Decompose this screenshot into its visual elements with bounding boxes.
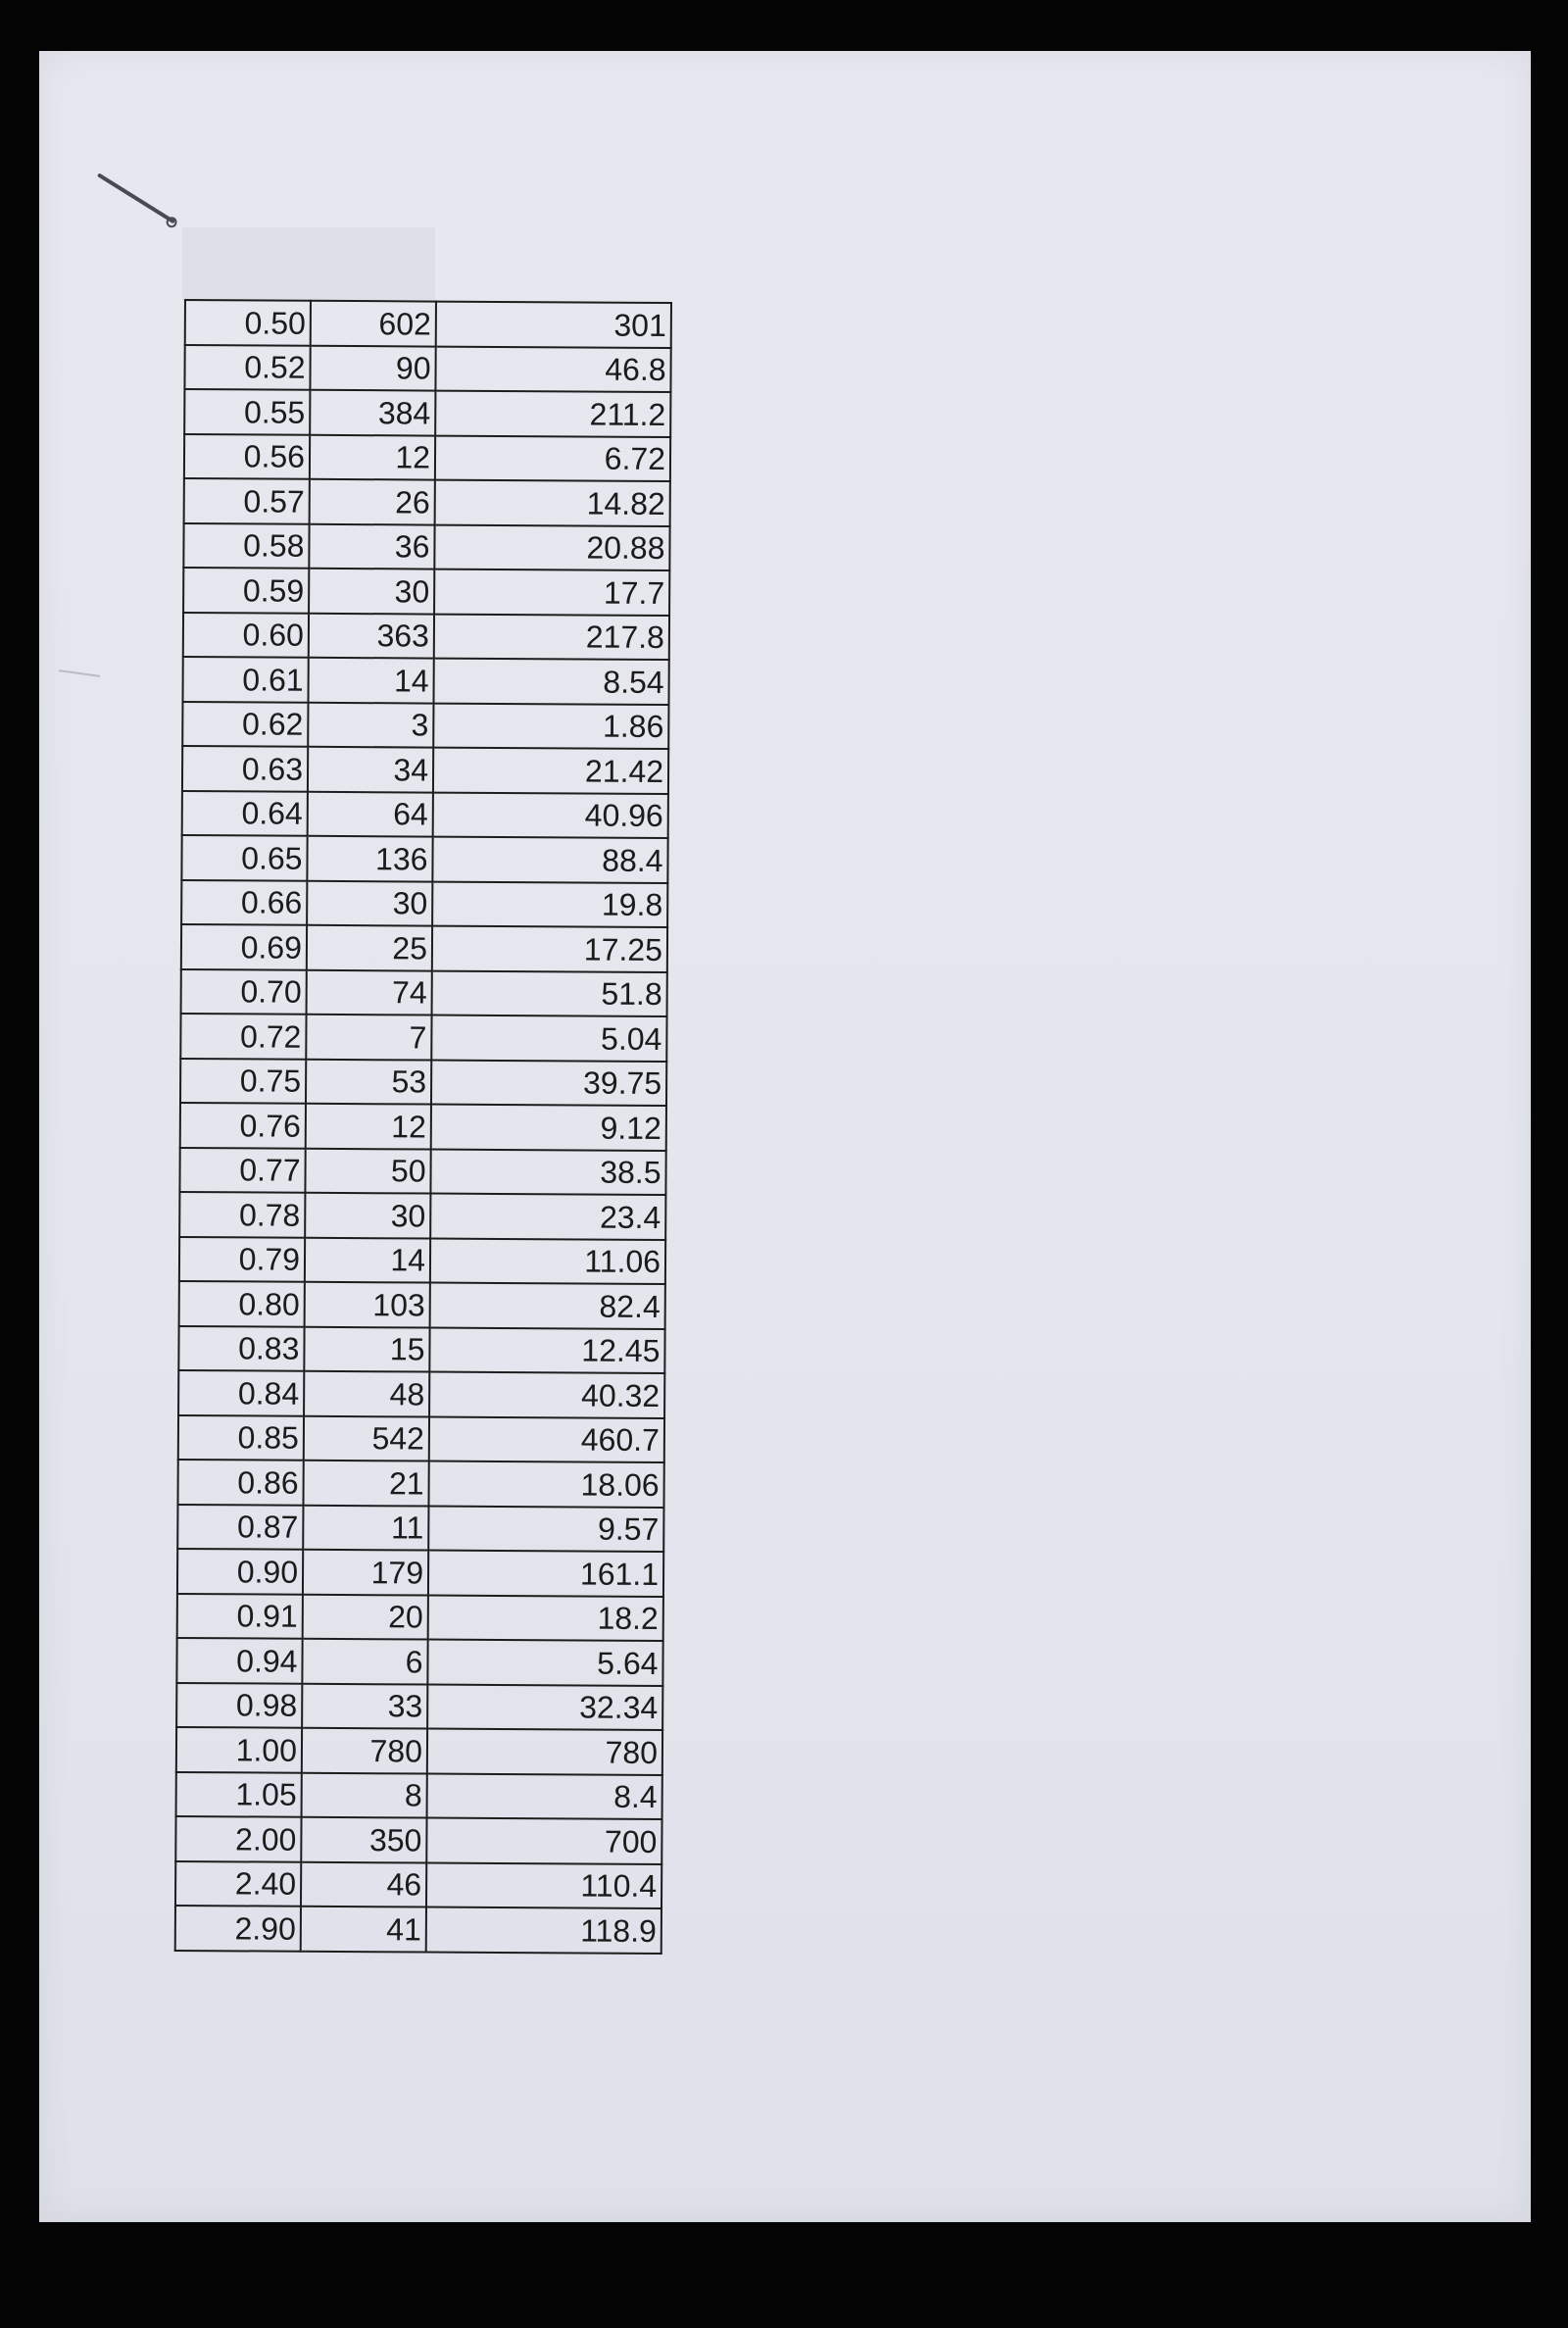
table-cell: 14 xyxy=(305,1237,430,1282)
table-cell: 0.98 xyxy=(176,1682,302,1727)
table-cell: 0.79 xyxy=(179,1236,305,1281)
table-cell: 0.64 xyxy=(182,790,308,835)
table-cell: 48 xyxy=(304,1371,429,1416)
table-row xyxy=(177,1593,663,1641)
table-cell: 90 xyxy=(310,345,435,390)
table-cell: 0.86 xyxy=(177,1460,303,1505)
table-cell: 1.86 xyxy=(433,703,668,749)
pencil-mark xyxy=(97,173,175,223)
table-row xyxy=(182,746,668,794)
table-row xyxy=(181,924,667,972)
table-row xyxy=(177,1504,663,1552)
table-cell: 51.8 xyxy=(432,970,667,1016)
table-row xyxy=(183,523,669,571)
table-cell: 0.60 xyxy=(183,613,309,658)
table-row xyxy=(180,1014,666,1062)
table-row xyxy=(182,701,668,749)
table-cell: 0.66 xyxy=(181,879,307,924)
table-cell: 103 xyxy=(305,1282,430,1327)
table-cell: 38.5 xyxy=(430,1149,665,1195)
table-cell: 602 xyxy=(311,301,436,346)
table-row xyxy=(182,657,668,705)
table-row xyxy=(181,835,667,883)
table-cell: 46 xyxy=(301,1861,426,1907)
table-cell: 0.76 xyxy=(180,1103,306,1148)
table-cell: 0.50 xyxy=(185,300,311,345)
table-cell: 33 xyxy=(302,1683,427,1728)
table-row xyxy=(183,613,669,661)
table-row xyxy=(176,1638,662,1686)
table-row xyxy=(180,1103,666,1151)
data-table xyxy=(174,299,672,1955)
faint-mark xyxy=(59,669,100,677)
table-row xyxy=(181,879,667,927)
table-cell: 0.87 xyxy=(177,1504,303,1549)
table-cell: 17.7 xyxy=(434,570,669,616)
table-cell: 30 xyxy=(309,569,434,614)
table-cell: 780 xyxy=(302,1728,427,1773)
table-cell: 40.96 xyxy=(433,792,668,838)
table-cell: 1.00 xyxy=(176,1727,302,1772)
table-cell: 460.7 xyxy=(429,1416,664,1462)
table-row xyxy=(179,1147,665,1195)
table-cell: 0.56 xyxy=(184,434,310,479)
table-cell: 3 xyxy=(308,702,433,747)
table-cell: 11 xyxy=(303,1505,428,1550)
table-row xyxy=(178,1370,664,1418)
table-cell: 350 xyxy=(301,1817,426,1862)
table-cell: 0.52 xyxy=(184,345,310,390)
table-cell: 0.75 xyxy=(180,1058,306,1103)
table-cell: 700 xyxy=(426,1818,662,1864)
table-row xyxy=(177,1460,663,1508)
table-cell: 15 xyxy=(304,1326,429,1371)
table-cell: 0.70 xyxy=(181,968,307,1014)
table-row xyxy=(175,1816,662,1864)
table-cell: 161.1 xyxy=(428,1551,663,1597)
table-cell: 9.12 xyxy=(431,1105,666,1151)
table-cell: 0.57 xyxy=(184,478,310,523)
table-cell: 8.4 xyxy=(427,1773,662,1819)
table-row xyxy=(184,434,670,482)
table-cell: 36 xyxy=(309,523,434,569)
table-cell: 18.06 xyxy=(428,1461,663,1508)
table-cell: 0.91 xyxy=(177,1593,303,1638)
table-row xyxy=(178,1414,664,1462)
table-cell: 50 xyxy=(305,1148,430,1193)
table-cell: 17.25 xyxy=(432,926,667,972)
table-cell: 0.69 xyxy=(181,924,307,969)
paper-sheet xyxy=(39,51,1531,2222)
table-cell: 0.78 xyxy=(179,1192,305,1237)
table-row xyxy=(184,389,670,437)
table-row xyxy=(176,1682,662,1730)
table-row xyxy=(184,345,670,393)
table-cell: 23.4 xyxy=(430,1194,665,1240)
table-cell: 25 xyxy=(307,925,432,970)
table-cell: 6 xyxy=(302,1639,427,1684)
table-cell: 118.9 xyxy=(426,1907,662,1954)
table-row xyxy=(175,1860,662,1908)
table-cell: 40.32 xyxy=(429,1372,664,1418)
table-row xyxy=(179,1281,665,1329)
table-cell: 0.80 xyxy=(179,1281,305,1326)
table-cell: 0.83 xyxy=(178,1325,304,1370)
table-cell: 21.42 xyxy=(433,748,668,794)
table-cell: 8 xyxy=(302,1772,427,1817)
table-row xyxy=(176,1727,662,1775)
table-cell: 2.00 xyxy=(175,1816,301,1861)
table-cell: 217.8 xyxy=(434,614,669,660)
table-row xyxy=(178,1325,664,1373)
table-row xyxy=(179,1236,665,1284)
faded-header-area xyxy=(182,227,435,302)
table-cell: 2.40 xyxy=(175,1860,301,1906)
table-cell: 7 xyxy=(306,1015,431,1060)
table-row xyxy=(183,568,669,616)
table-row xyxy=(180,1058,666,1106)
table-cell: 0.84 xyxy=(178,1370,304,1415)
table-cell: 211.2 xyxy=(435,391,670,437)
table-cell: 18.2 xyxy=(428,1595,663,1641)
table-row xyxy=(175,1906,662,1954)
table-row xyxy=(182,790,668,838)
table-cell: 30 xyxy=(307,880,432,925)
table-cell: 384 xyxy=(310,390,435,435)
table-cell: 41 xyxy=(301,1907,426,1952)
table-cell: 179 xyxy=(303,1550,428,1595)
table-cell: 0.58 xyxy=(183,523,309,569)
table-cell: 11.06 xyxy=(430,1238,665,1284)
table-cell: 0.59 xyxy=(183,568,309,613)
table-row xyxy=(181,968,667,1016)
table-cell: 301 xyxy=(436,302,671,348)
table-row xyxy=(176,1771,662,1819)
table-cell: 8.54 xyxy=(433,659,668,705)
table-cell: 0.94 xyxy=(176,1638,302,1683)
table-cell: 14.82 xyxy=(435,480,670,526)
table-cell: 2.90 xyxy=(175,1906,301,1951)
table-cell: 110.4 xyxy=(426,1862,662,1908)
table-cell: 74 xyxy=(307,969,432,1015)
table-cell: 64 xyxy=(308,791,433,836)
table-cell: 6.72 xyxy=(435,435,670,481)
table-row xyxy=(184,478,670,526)
table-cell: 21 xyxy=(303,1461,428,1506)
table-cell: 30 xyxy=(305,1193,430,1238)
table-body xyxy=(175,300,671,1953)
table-cell: 542 xyxy=(304,1415,429,1461)
table-cell: 20.88 xyxy=(434,524,669,570)
table-cell: 0.65 xyxy=(181,835,307,880)
table-cell: 363 xyxy=(309,613,434,658)
table-cell: 0.62 xyxy=(182,701,308,746)
table-cell: 19.8 xyxy=(432,881,667,927)
table-cell: 46.8 xyxy=(435,346,670,392)
table-cell: 82.4 xyxy=(430,1283,665,1329)
table-cell: 5.04 xyxy=(431,1015,666,1062)
table-cell: 12 xyxy=(310,434,435,479)
table-cell: 12.45 xyxy=(429,1327,664,1373)
table-row xyxy=(185,300,671,348)
table-row xyxy=(179,1192,665,1240)
table-cell: 0.85 xyxy=(178,1414,304,1460)
table-cell: 39.75 xyxy=(431,1060,666,1106)
table-cell: 20 xyxy=(303,1594,428,1639)
table-cell: 0.63 xyxy=(182,746,308,791)
table-cell: 5.64 xyxy=(427,1640,662,1686)
table-cell: 88.4 xyxy=(432,837,667,883)
table-cell: 9.57 xyxy=(428,1506,663,1552)
table-cell: 32.34 xyxy=(427,1684,662,1730)
table-cell: 0.72 xyxy=(180,1014,306,1059)
table-cell: 26 xyxy=(310,479,435,524)
table-row xyxy=(177,1549,663,1597)
table-cell: 0.77 xyxy=(179,1147,305,1192)
table-cell: 34 xyxy=(308,747,433,792)
table-cell: 53 xyxy=(306,1059,431,1104)
table-cell: 780 xyxy=(427,1729,662,1775)
table-cell: 12 xyxy=(306,1104,431,1149)
table-cell: 0.55 xyxy=(184,389,310,434)
table-cell: 136 xyxy=(307,836,432,881)
table-cell: 0.61 xyxy=(182,657,308,702)
table-cell: 0.90 xyxy=(177,1549,303,1594)
table-cell: 1.05 xyxy=(176,1771,302,1816)
table-cell: 14 xyxy=(308,658,433,703)
